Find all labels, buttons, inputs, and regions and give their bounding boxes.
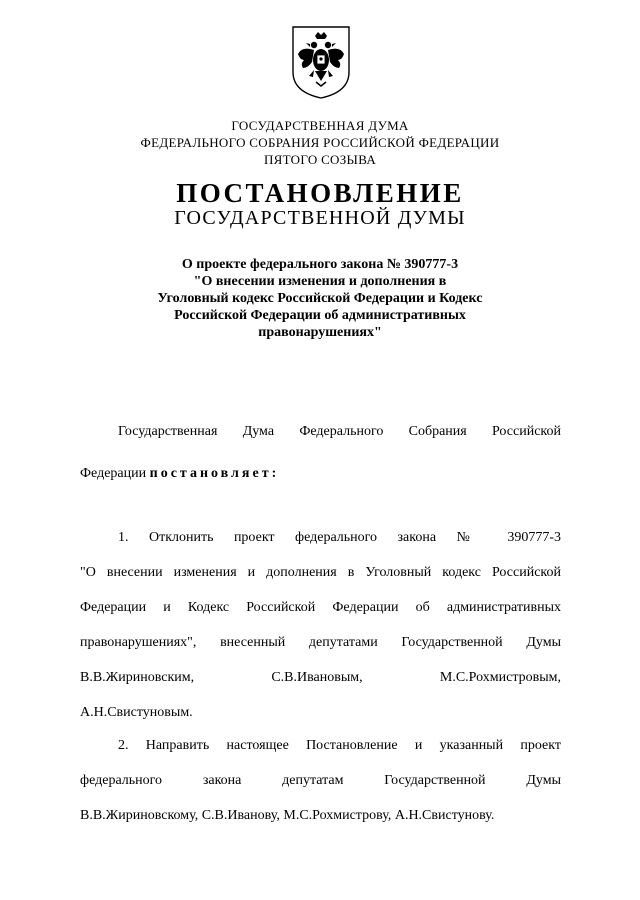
item2-line-3: В.В.Жириновскому, С.В.Иванову, М.С.Рохмистрову, А.Н.Свистунову.	[80, 808, 495, 823]
org-convocation: ПЯТОГО СОЗЫВА	[263, 152, 377, 167]
coat-of-arms-emblem	[290, 24, 352, 100]
subject-line: О проекте федерального закона № 390777-3	[181, 257, 459, 272]
subject-line: "О внесении изменения и дополнения в	[193, 274, 447, 289]
org-name-line-2: ФЕДЕРАЛЬНОГО СОБРАНИЯ РОССИЙСКОЙ ФЕДЕРАЦИИ	[140, 135, 500, 150]
item2-line-1: 2. Направить настоящее Постановление и указанный проект	[118, 738, 561, 753]
document-subject	[0, 256, 640, 341]
subject-line: Российской Федерации об административных	[174, 308, 466, 323]
document-title: ПОСТАНОВЛЕНИЕ	[176, 178, 464, 208]
preamble-resolves: постановляет:	[149, 466, 280, 481]
item1-line-4: правонарушениях", внесенный депутатами Государственной Думы	[80, 635, 561, 650]
subject-line: Уголовный кодекс Российской Федерации и Кодекс	[157, 291, 483, 306]
preamble-line-2	[80, 466, 561, 482]
preamble-federation: Федерации	[80, 466, 147, 481]
preamble-line-1: Государственная Дума Федерального Собрания Российской	[118, 424, 561, 439]
item1-line-3: Федерации и Кодекс Российской Федерации об административных	[80, 600, 561, 615]
item1-line-2: "О внесении изменения и дополнения в Уголовный кодекс Российской	[80, 565, 561, 580]
subject-line: правонарушениях"	[258, 325, 382, 340]
item1-line-6: А.Н.Свистуновым.	[80, 705, 193, 720]
item1-line-1: 1. Отклонить проект федерального закона № 390777-3	[118, 530, 561, 545]
item2-line-2: федерального закона депутатам Государственной Думы	[80, 773, 561, 788]
document-subtitle: ГОСУДАРСТВЕННОЙ ДУМЫ	[174, 207, 466, 229]
org-name-line-1: ГОСУДАРСТВЕННАЯ ДУМА	[231, 118, 409, 133]
item1-line-5: В.В.Жириновским, С.В.Ивановым, М.С.Рохмистровым,	[80, 670, 561, 685]
